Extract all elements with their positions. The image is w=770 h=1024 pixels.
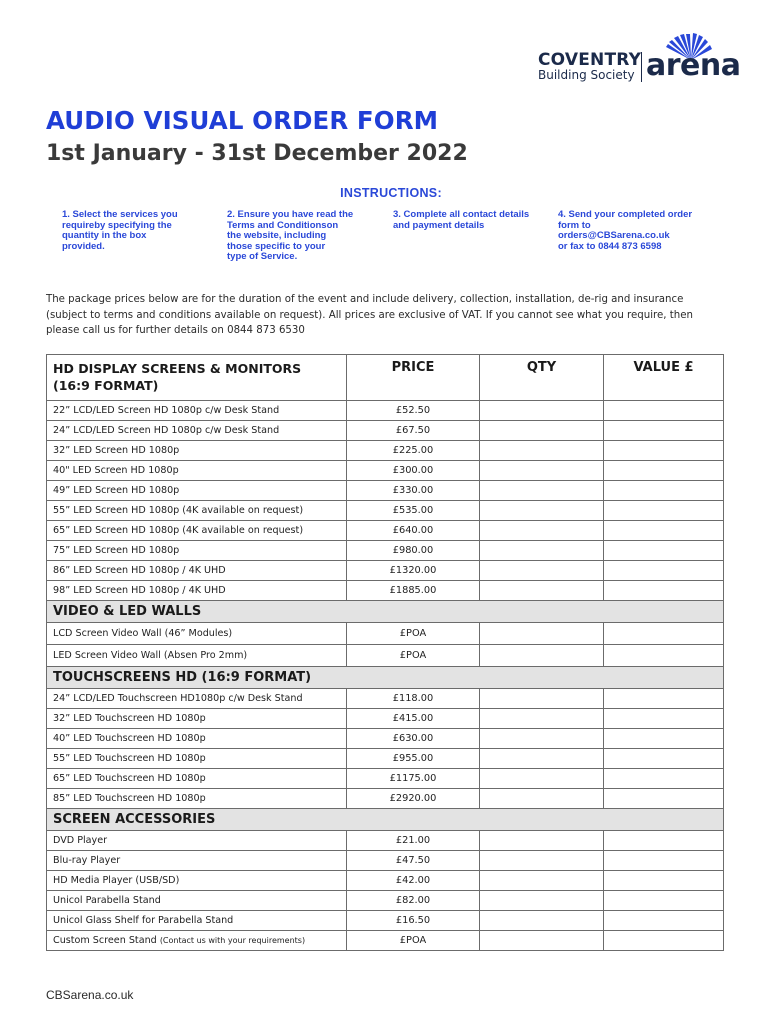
item-name: 98” LED Screen HD 1080p / 4K UHD (47, 581, 347, 601)
qty-input-cell[interactable] (480, 749, 604, 769)
item-name: 55” LED Touchscreen HD 1080p (47, 749, 347, 769)
qty-input-cell[interactable] (480, 789, 604, 809)
qty-input-cell[interactable] (480, 645, 604, 667)
value-input-cell[interactable] (604, 581, 724, 601)
table-row (47, 689, 724, 709)
item-price: £1885.00 (347, 581, 480, 601)
qty-input-cell[interactable] (480, 581, 604, 601)
item-name: LED Screen Video Wall (Absen Pro 2mm) (47, 645, 347, 667)
table-row (47, 789, 724, 809)
order-table (46, 354, 724, 951)
value-input-cell[interactable] (604, 541, 724, 561)
value-input-cell[interactable] (604, 441, 724, 461)
item-name: Unicol Glass Shelf for Parabella Stand (47, 911, 347, 931)
qty-input-cell[interactable] (480, 931, 604, 951)
table-row (47, 911, 724, 931)
value-input-cell[interactable] (604, 769, 724, 789)
item-price: £118.00 (347, 689, 480, 709)
item-price: £225.00 (347, 441, 480, 461)
hd-display-rows (47, 401, 724, 601)
item-name: LCD Screen Video Wall (46” Modules) (47, 623, 347, 645)
table-row (47, 401, 724, 421)
table-row (47, 749, 724, 769)
value-input-cell[interactable] (604, 623, 724, 645)
logo-arena-text: arena (646, 48, 741, 83)
table-row (47, 891, 724, 911)
value-input-cell[interactable] (604, 911, 724, 931)
item-price: £POA (347, 623, 480, 645)
item-price: £535.00 (347, 501, 480, 521)
item-name: 24” LCD/LED Screen HD 1080p c/w Desk Stand (47, 421, 347, 441)
header-hd-display: HD DISPLAY SCREENS & MONITORS (16:9 FORMAT) (47, 355, 347, 401)
item-name: 40” LED Touchscreen HD 1080p (47, 729, 347, 749)
value-input-cell[interactable] (604, 831, 724, 851)
qty-input-cell[interactable] (480, 729, 604, 749)
qty-input-cell[interactable] (480, 891, 604, 911)
table-row (47, 561, 724, 581)
item-name: 32” LED Screen HD 1080p (47, 441, 347, 461)
section-row-accessories (47, 809, 724, 831)
table-row (47, 441, 724, 461)
item-price: £16.50 (347, 911, 480, 931)
instruction-step-3: 3. Complete all contact details and payment details (393, 209, 530, 231)
accessory-rows (47, 831, 724, 931)
item-price: £415.00 (347, 709, 480, 729)
item-name: 22” LCD/LED Screen HD 1080p c/w Desk Stand (47, 401, 347, 421)
qty-input-cell[interactable] (480, 623, 604, 645)
logo-coventry-text: COVENTRY (538, 50, 642, 70)
table-row (47, 709, 724, 729)
instruction-step-1: 1. Select the services you requireby specifying the quantity in the box provided. (62, 209, 178, 252)
item-price: £21.00 (347, 831, 480, 851)
section-row-touchscreens (47, 667, 724, 689)
item-name: 49” LED Screen HD 1080p (47, 481, 347, 501)
instructions-heading-text: INSTRUCTIONS: (340, 186, 442, 200)
value-input-cell[interactable] (604, 709, 724, 729)
value-input-cell[interactable] (604, 481, 724, 501)
intro-paragraph: The package prices below are for the duration of the event and include delivery, collection, installation, de-rig and insurance (subject to terms and conditions available on request). All prices are exclusive of VAT. If you cannot see what you require, then please call us for further details on 0844 873 6530 (46, 294, 693, 336)
table-row (47, 521, 724, 541)
item-name: 65” LED Screen HD 1080p (4K available on request) (47, 521, 347, 541)
header-qty: QTY (480, 355, 604, 401)
touchscreen-rows (47, 689, 724, 809)
value-input-cell[interactable] (604, 729, 724, 749)
qty-input-cell[interactable] (480, 461, 604, 481)
value-input-cell[interactable] (604, 851, 724, 871)
table-row (47, 769, 724, 789)
custom-stand-label: Custom Screen Stand (53, 935, 157, 946)
value-input-cell[interactable] (604, 931, 724, 951)
item-price: £330.00 (347, 481, 480, 501)
qty-input-cell[interactable] (480, 521, 604, 541)
item-name: 85” LED Touchscreen HD 1080p (47, 789, 347, 809)
logo-divider (641, 52, 642, 82)
section-title-accessories: SCREEN ACCESSORIES (47, 809, 724, 831)
table-row (47, 581, 724, 601)
item-price: £2920.00 (347, 789, 480, 809)
qty-input-cell[interactable] (480, 769, 604, 789)
instructions-heading (0, 186, 770, 200)
item-price: £47.50 (347, 851, 480, 871)
value-input-cell[interactable] (604, 501, 724, 521)
qty-input-cell[interactable] (480, 831, 604, 851)
item-name: HD Media Player (USB/SD) (47, 871, 347, 891)
qty-input-cell[interactable] (480, 541, 604, 561)
item-price: £42.00 (347, 871, 480, 891)
item-price: £67.50 (347, 421, 480, 441)
table-row (47, 851, 724, 871)
item-name: 65” LED Touchscreen HD 1080p (47, 769, 347, 789)
section-row-video (47, 601, 724, 623)
value-input-cell[interactable] (604, 871, 724, 891)
value-input-cell[interactable] (604, 689, 724, 709)
item-name: 55” LED Screen HD 1080p (4K available on request) (47, 501, 347, 521)
item-name: 32” LED Touchscreen HD 1080p (47, 709, 347, 729)
value-input-cell[interactable] (604, 645, 724, 667)
item-name: Unicol Parabella Stand (47, 891, 347, 911)
venue-logo (538, 34, 741, 84)
table-row (47, 871, 724, 891)
value-input-cell[interactable] (604, 749, 724, 769)
instruction-step-4: 4. Send your completed order form to orders@CBSarena.co.uk or fax to 0844 873 6598 (558, 209, 693, 252)
table-row (47, 501, 724, 521)
qty-input-cell[interactable] (480, 689, 604, 709)
table-row (47, 421, 724, 441)
table-row (47, 481, 724, 501)
item-price: £82.00 (347, 891, 480, 911)
value-input-cell[interactable] (604, 421, 724, 441)
table-row (47, 623, 724, 645)
item-price: £630.00 (347, 729, 480, 749)
qty-input-cell[interactable] (480, 441, 604, 461)
table-row (47, 831, 724, 851)
qty-input-cell[interactable] (480, 561, 604, 581)
item-name: 86” LED Screen HD 1080p / 4K UHD (47, 561, 347, 581)
item-price: £1175.00 (347, 769, 480, 789)
qty-input-cell[interactable] (480, 911, 604, 931)
table-row (47, 461, 724, 481)
value-input-cell[interactable] (604, 521, 724, 541)
logo-building-society-text: Building Society (538, 68, 635, 82)
item-price: £640.00 (347, 521, 480, 541)
value-input-cell[interactable] (604, 891, 724, 911)
item-price: £980.00 (347, 541, 480, 561)
item-name (47, 931, 347, 951)
qty-input-cell[interactable] (480, 401, 604, 421)
table-header-row (47, 355, 724, 401)
item-name: 75” LED Screen HD 1080p (47, 541, 347, 561)
item-name: 24” LCD/LED Touchscreen HD1080p c/w Desk Stand (47, 689, 347, 709)
item-name: DVD Player (47, 831, 347, 851)
qty-input-cell[interactable] (480, 709, 604, 729)
item-price: £POA (347, 645, 480, 667)
qty-input-cell[interactable] (480, 501, 604, 521)
item-price: £955.00 (347, 749, 480, 769)
section-title-touchscreens: TOUCHSCREENS HD (16:9 FORMAT) (47, 667, 724, 689)
qty-input-cell[interactable] (480, 481, 604, 501)
table-row (47, 541, 724, 561)
item-name: 40" LED Screen HD 1080p (47, 461, 347, 481)
section-title-video: VIDEO & LED WALLS (47, 601, 724, 623)
value-input-cell[interactable] (604, 401, 724, 421)
header-value: VALUE £ (604, 355, 724, 401)
qty-input-cell[interactable] (480, 851, 604, 871)
item-price: £52.50 (347, 401, 480, 421)
video-wall-rows (47, 623, 724, 667)
value-input-cell[interactable] (604, 561, 724, 581)
item-price: £POA (347, 931, 480, 951)
value-input-cell[interactable] (604, 461, 724, 481)
qty-input-cell[interactable] (480, 421, 604, 441)
page-title: AUDIO VISUAL ORDER FORM (46, 106, 439, 135)
date-range-subtitle: 1st January - 31st December 2022 (46, 141, 468, 166)
item-price: £1320.00 (347, 561, 480, 581)
table-row (47, 729, 724, 749)
item-name: Blu-ray Player (47, 851, 347, 871)
table-row (47, 931, 724, 951)
footer-website: CBSarena.co.uk (46, 988, 134, 1002)
custom-stand-note: (Contact us with your requirements) (159, 936, 306, 945)
item-price: £300.00 (347, 461, 480, 481)
table-row (47, 645, 724, 667)
instruction-step-2: 2. Ensure you have read the Terms and Conditionson the website, including those specific to your type of Service. (227, 209, 354, 262)
header-price: PRICE (347, 355, 480, 401)
value-input-cell[interactable] (604, 789, 724, 809)
qty-input-cell[interactable] (480, 871, 604, 891)
